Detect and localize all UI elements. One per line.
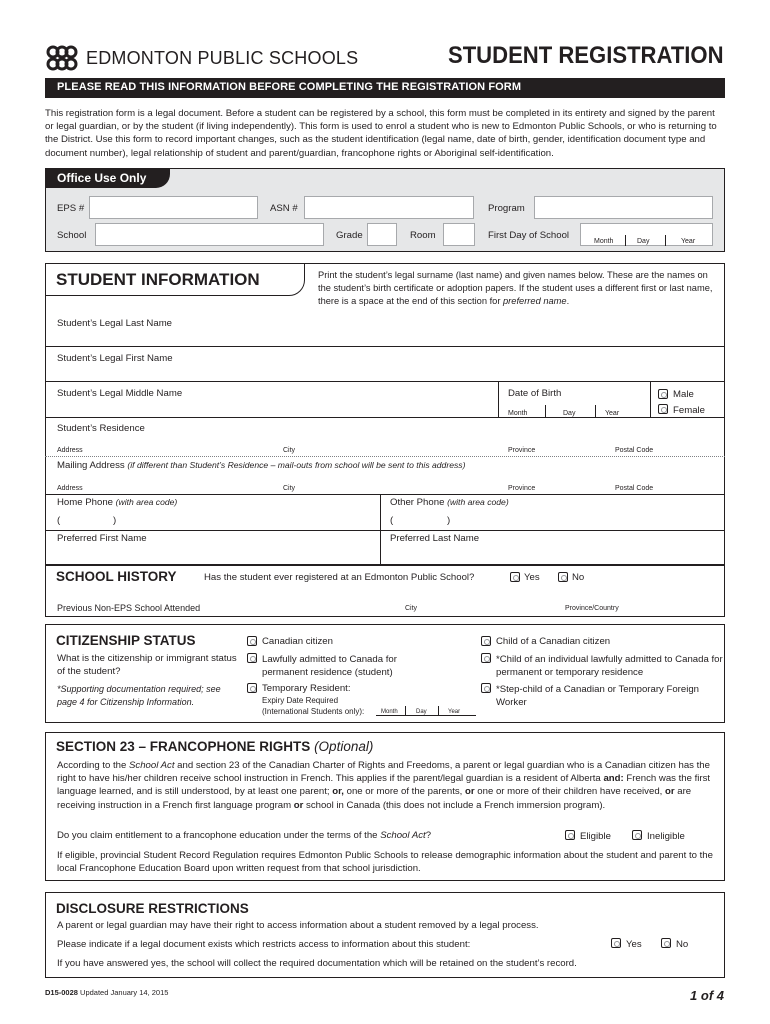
disclosure-question: Please indicate if a legal document exists which restricts access to information about this student: [57,939,471,950]
asn-input[interactable] [304,196,474,219]
previous-school-province-label: Province/Country [565,605,619,612]
legal-last-name-label: Student’s Legal Last Name [57,318,173,329]
female-checkbox[interactable] [658,404,668,414]
home-phone-label: Home Phone (with area code) [57,497,178,508]
mailing-city-label: City [283,485,296,492]
legal-first-name-input[interactable] [46,348,724,378]
expiry-month-label: Month [381,709,398,715]
child-of-admitted-label: *Child of an individual lawfully admitted to Canada for permanent or temporary residence [496,654,723,679]
previous-school-city-label: City [405,605,418,612]
mailing-address-sub-label: Address [57,485,83,492]
child-of-admitted-checkbox[interactable] [481,653,491,663]
legal-middle-name-input[interactable] [46,383,496,415]
dob-month-label: Month [508,410,528,417]
disclosure-heading: DISCLOSURE RESTRICTIONS [56,901,249,916]
date-of-birth-label: Date of Birth [508,388,562,399]
temporary-resident-checkbox[interactable] [247,683,257,693]
registered-yes-checkbox[interactable] [510,572,520,582]
preferred-last-name-label: Preferred Last Name [390,533,480,544]
intro-paragraph: This registration form is a legal document. Before a student can be registered by a school, this form must be completed in its entirety and signed by the parent or legal guardian, or by the student (if living independently). This form is used to enrol a student who is new to Edmonton Public Schools, or who is returning to the District. Use this form to record important changes, such as the student identification (legal name, date of birth, gender, identification document type and document number), legal relationship of student and parent/guardian, francophone rights or Aboriginal self-identification. [45,108,717,159]
grade-input[interactable] [367,223,397,246]
grade-label: Grade [336,230,363,241]
residence-address-label: Address [57,447,83,454]
home-phone-area-close: ) [113,515,117,526]
francophone-heading: SECTION 23 – FRANCOPHONE RIGHTS (Optional) [56,739,374,754]
preferred-first-name-label: Preferred First Name [57,533,147,544]
child-of-citizen-label: Child of a Canadian citizen [496,636,611,647]
first-day-day-label: Day [637,238,650,245]
legal-last-name-input[interactable] [46,312,724,342]
permanent-resident-checkbox[interactable] [247,653,257,663]
student-name-note: Print the student’s legal surname (last name) and given names below. These are the names on the student’s birth certificate or adoption papers. If the student uses a different first or last name, there is a space at the end of this section for preferred name. [318,270,713,306]
francophone-paragraph: According to the School Act and section 23 of the Canadian Charter of Rights and Freedoms, a parent or legal guardian who is a Canadian citizen has the right to have his/her children receive school instruction in French. This applies if the parent/legal guardian is a resident of Alberta and: French was the first language learned, and is still understood, by at least one parent; or, one or more of the parents, or one or more of their children have received, or are receiving instruction in a French first language program or school in Canada (this does not include a French immersion program). [57,760,711,811]
disclosure-paragraph-3: If you have answered yes, the school will collect the required documentation which will be retained on the student’s record. [57,958,577,969]
expiry-day-label: Day [416,709,427,715]
mailing-address-label: Mailing Address (if different than Student’s Residence – mail-outs from school will be sent to this address) [57,460,466,471]
legal-first-name-label: Student’s Legal First Name [57,353,173,364]
dob-day-label: Day [563,410,576,417]
ineligible-label: Ineligible [647,831,685,842]
disclosure-yes-checkbox[interactable] [611,938,621,948]
mailing-postal-label: Postal Code [615,485,654,492]
residence-postal-label: Postal Code [615,447,654,454]
previous-school-input[interactable] [46,588,724,604]
permanent-resident-label: Lawfully admitted to Canada for permanent residence (student) [262,654,397,679]
legal-middle-name-label: Student’s Legal Middle Name [57,388,183,399]
school-input[interactable] [95,223,324,246]
first-day-year-label: Year [681,238,696,245]
other-phone-area-close: ) [447,515,451,526]
program-input[interactable] [534,196,713,219]
francophone-question: Do you claim entitlement to a francophone education under the terms of the School Act? [57,830,432,841]
school-history-heading: SCHOOL HISTORY [56,569,177,584]
form-title: STUDENT REGISTRATION [448,42,724,69]
canadian-citizen-label: Canadian citizen [262,636,333,647]
school-label: School [57,230,87,241]
ever-registered-question: Has the student ever registered at an Edmonton Public School? [204,572,475,583]
page-number: 1 of 4 [690,988,724,1003]
org-name: EDMONTON PUBLIC SCHOOLS [86,48,359,68]
eps-label: EPS # [57,203,85,214]
room-label: Room [410,230,436,241]
disclosure-paragraph-1: A parent or legal guardian may have their right to access information about a student removed by a legal process. [57,920,539,931]
other-phone-label: Other Phone (with area code) [390,497,509,508]
preferred-last-name-input[interactable] [382,545,722,563]
room-input[interactable] [443,223,475,246]
canadian-citizen-checkbox[interactable] [247,636,257,646]
ineligible-checkbox[interactable] [632,830,642,840]
residence-province-label: Province [508,447,536,454]
citizenship-question: What is the citizenship or immigrant status of the student? [57,653,237,678]
residence-label: Student’s Residence [57,423,145,434]
residence-city-label: City [283,447,296,454]
student-information-heading: STUDENT INFORMATION [56,270,260,289]
registered-no-checkbox[interactable] [558,572,568,582]
step-child-label: *Step-child of a Canadian or Temporary Foreign Worker [496,684,699,709]
eps-input[interactable] [89,196,258,219]
supporting-documentation-note: *Supporting documentation required; see page 4 for Citizenship Information. [57,684,221,707]
citizenship-heading: CITIZENSHIP STATUS [56,633,196,648]
female-label: Female [673,405,705,416]
temporary-resident-label: Temporary Resident: [262,683,351,694]
expiry-year-label: Year [448,709,461,715]
form-code: D15-0028 Updated January 14, 2015 [45,988,169,997]
francophone-release-paragraph: If eligible, provincial Student Record Regulation requires Edmonton Public Schools to release demographic information about the student and parent to the local Francophone Education Board upon written request from that school jurisdiction. [57,850,713,875]
first-day-month-label: Month [594,238,614,245]
eligible-checkbox[interactable] [565,830,575,840]
office-use-tab: Office Use Only [45,168,170,188]
disclosure-no-checkbox[interactable] [661,938,671,948]
home-phone-area-open: ( [57,515,61,526]
registered-no-label: No [572,572,585,583]
disclosure-no-label: No [676,939,689,950]
eligible-label: Eligible [580,831,611,842]
male-label: Male [673,389,694,400]
expiry-date-label: Expiry Date Required [262,696,339,705]
edmonton-public-schools-logo [45,44,79,72]
male-checkbox[interactable] [658,389,668,399]
step-child-checkbox[interactable] [481,683,491,693]
international-students-label: (International Students only): [262,707,365,716]
home-phone-input[interactable] [66,512,376,528]
other-phone-area-open: ( [390,515,394,526]
dob-year-label: Year [605,410,620,417]
child-of-citizen-checkbox[interactable] [481,636,491,646]
preferred-first-name-input[interactable] [46,545,378,563]
other-phone-input[interactable] [400,512,720,528]
first-day-label: First Day of School [488,230,570,241]
mailing-province-label: Province [508,485,536,492]
program-label: Program [488,203,525,214]
disclosure-yes-label: Yes [626,939,642,950]
previous-school-label: Previous Non-EPS School Attended [57,603,201,613]
instructions-banner: PLEASE READ THIS INFORMATION BEFORE COMPLETING THE REGISTRATION FORM [45,78,725,98]
asn-label: ASN # [270,203,298,214]
registered-yes-label: Yes [524,572,540,583]
